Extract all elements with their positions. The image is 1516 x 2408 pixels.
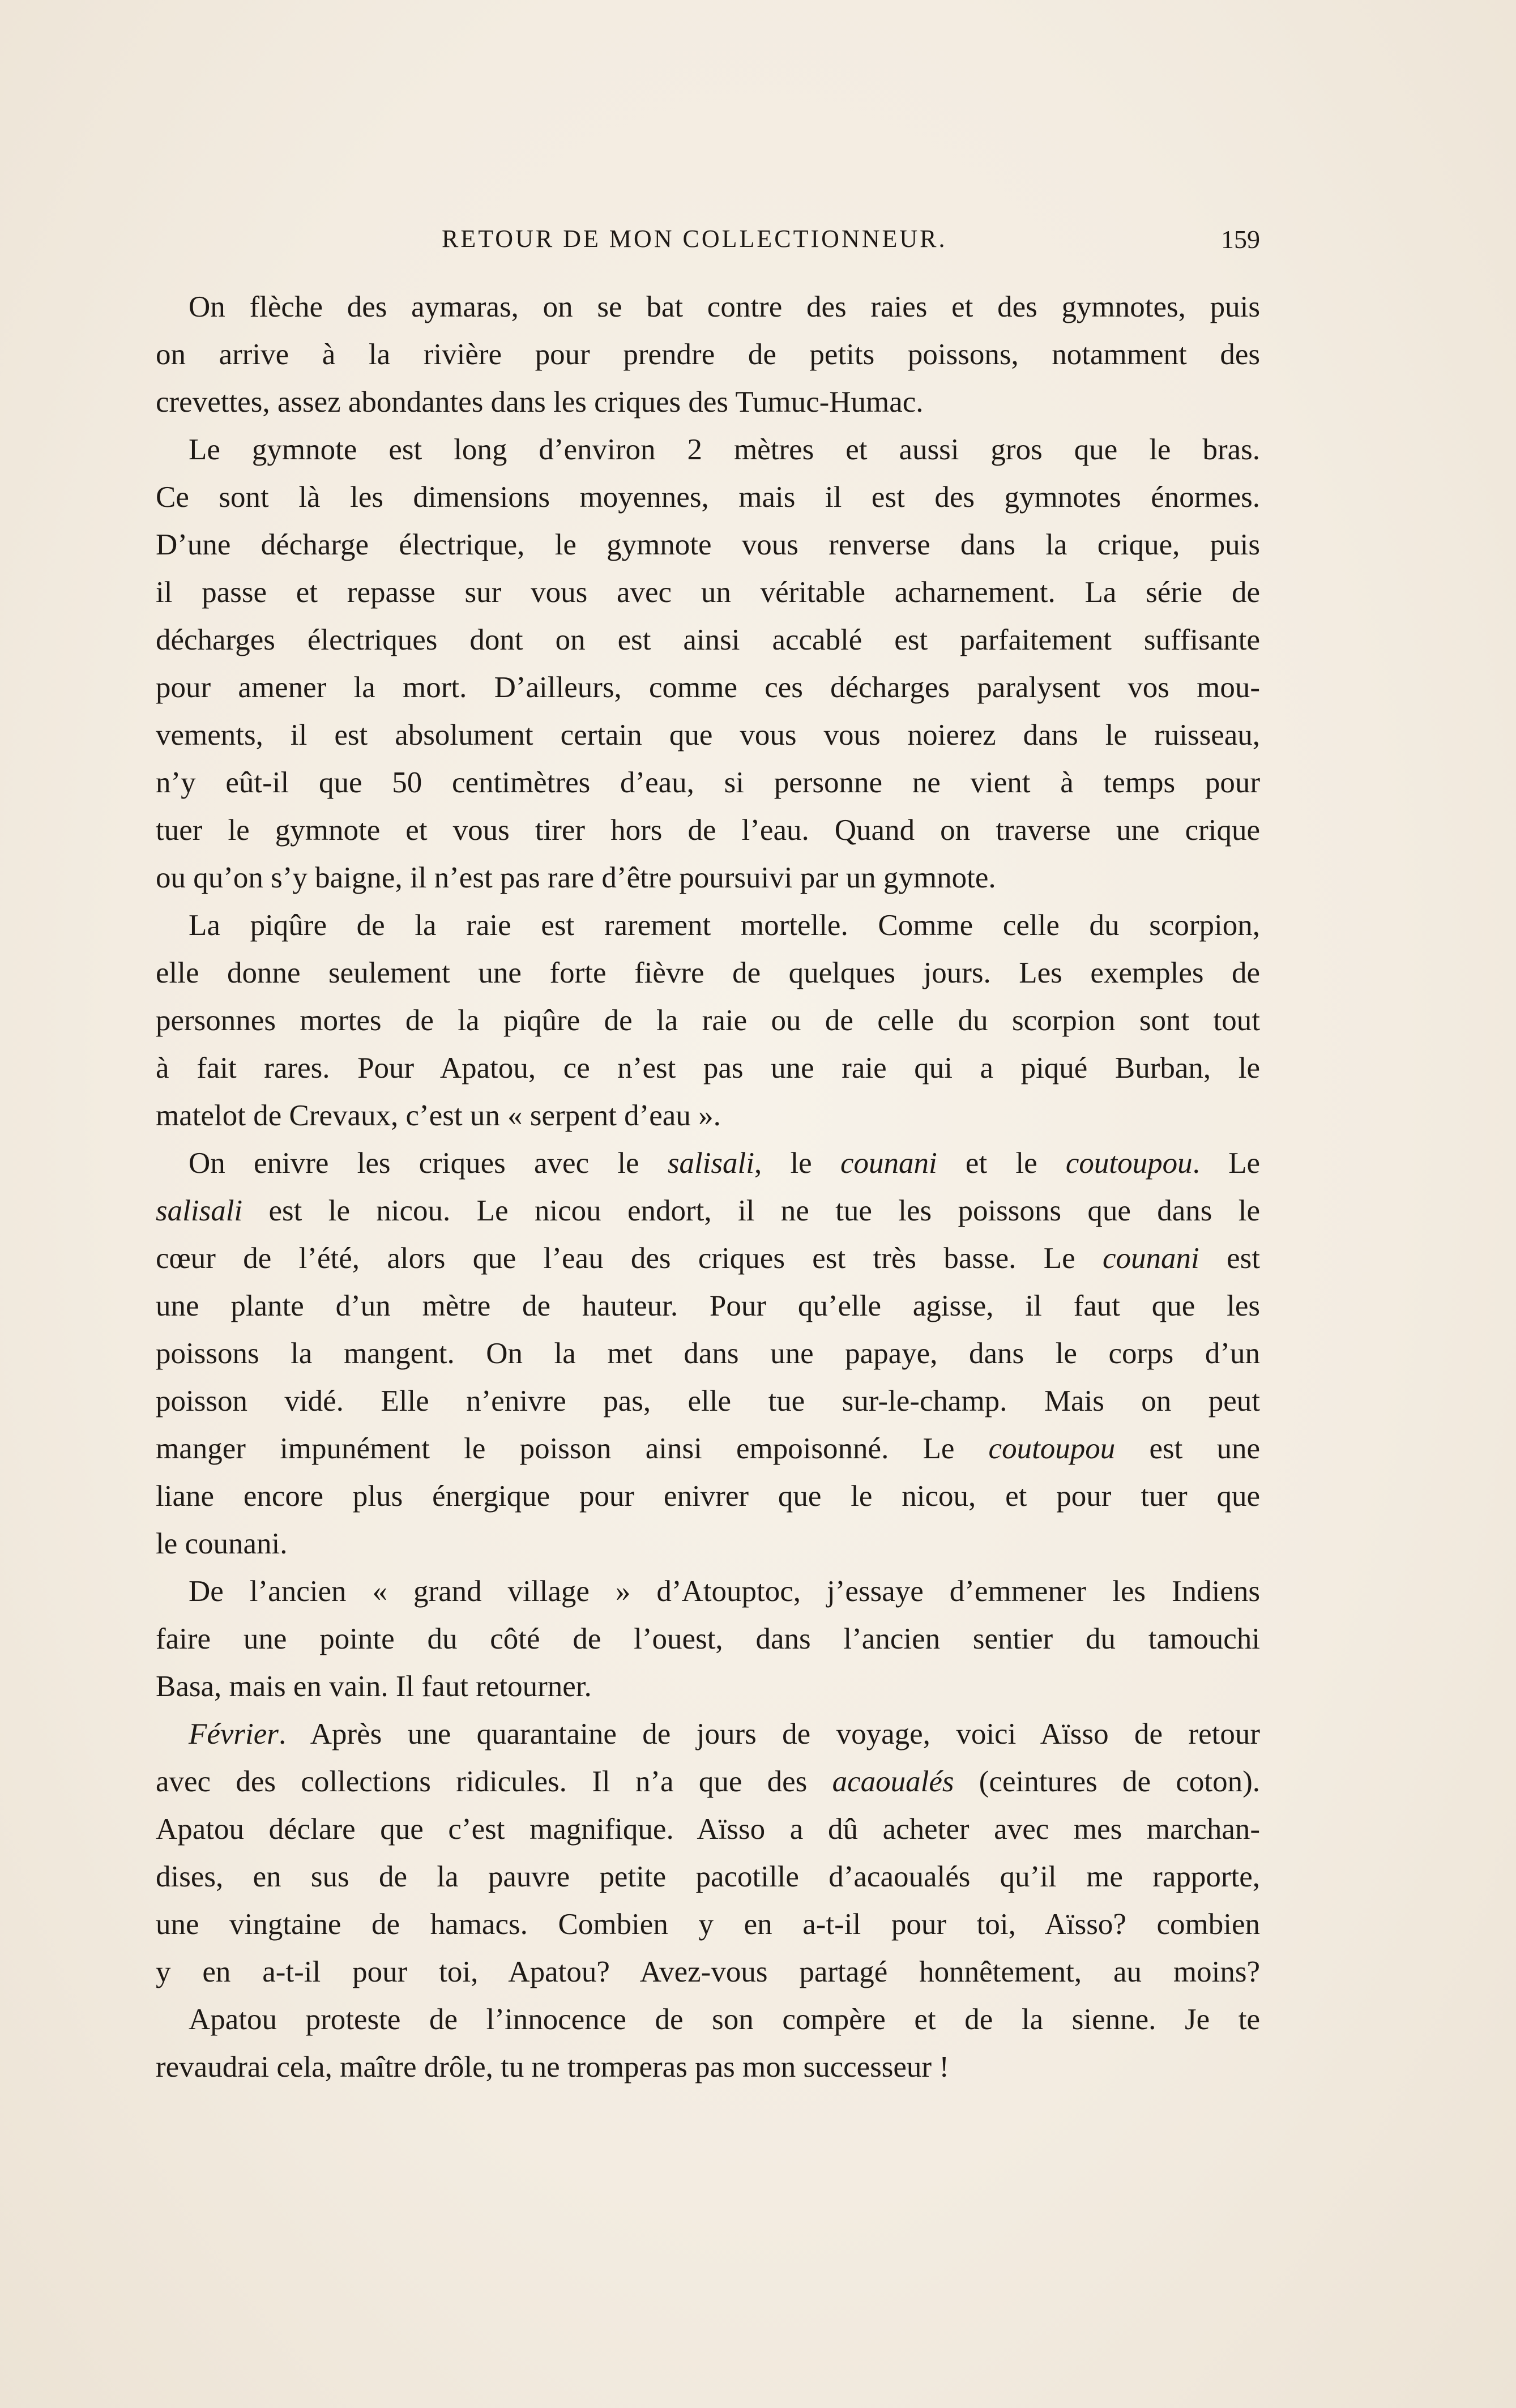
text-line: On flèche des aymaras, on se bat contre des raies et des gymnotes, puis <box>189 291 1260 323</box>
text-line: on arrive à la rivière pour prendre de petits poissons, notamment des <box>156 338 1260 371</box>
text-line: Le gymnote est long d’environ 2 mètres et aussi gros que le bras. <box>189 433 1260 466</box>
italic-term: counani <box>1103 1242 1199 1275</box>
italic-term: coutoupou <box>988 1432 1116 1465</box>
italic-term: Février <box>189 1718 279 1751</box>
text-line: manger impunément le poisson ainsi empoisonné. Le coutoupou est une <box>156 1432 1261 1465</box>
italic-term: acaoualés <box>832 1765 954 1798</box>
page-header <box>156 224 1260 258</box>
italic-term: coutoupou <box>1065 1147 1193 1180</box>
text-line: tuer le gymnote et vous tirer hors de l’eau. Quand on traverse une crique <box>156 814 1260 847</box>
text-line: n’y eût-il que 50 centimètres d’eau, si personne ne vient à temps pour <box>156 766 1260 799</box>
text-line: La piqûre de la raie est rarement mortelle. Comme celle du scorpion, <box>189 909 1260 942</box>
italic-term: salisali <box>667 1147 754 1180</box>
text-line: il passe et repasse sur vous avec un véritable acharnement. La série de <box>156 576 1260 609</box>
text-line: D’une décharge électrique, le gymnote vous renverse dans la crique, puis <box>156 528 1260 561</box>
text-line: une plante d’un mètre de hauteur. Pour qu’elle agisse, il faut que les <box>156 1290 1260 1322</box>
text-line: personnes mortes de la piqûre de la raie ou de celle du scorpion sont tout <box>156 1004 1260 1037</box>
text-line: liane encore plus énergique pour enivrer que le nicou, et pour tuer que <box>156 1480 1260 1513</box>
text-line: elle donne seulement une forte fièvre de quelques jours. Les exemples de <box>156 957 1260 989</box>
text-line: décharges électriques dont on est ainsi accablé est parfaitement suffisante <box>156 624 1260 656</box>
body-text <box>156 283 1260 2091</box>
page-number: 159 <box>1221 225 1260 254</box>
text-line: vements, il est absolument certain que vous vous noierez dans le ruisseau, <box>156 719 1260 752</box>
italic-term: salisali <box>156 1194 243 1227</box>
italic-term: counani <box>840 1147 937 1180</box>
text-line: Apatou déclare que c’est magnifique. Aïsso a dû acheter avec mes marchan- <box>156 1813 1260 1846</box>
text-line: faire une pointe du côté de l’ouest, dans l’ancien sentier du tamouchi <box>156 1623 1260 1655</box>
text-line: Ce sont là les dimensions moyennes, mais il est des gymnotes énormes. <box>156 481 1260 514</box>
text-line: crevettes, assez abondantes dans les criques des Tumuc-Humac. <box>156 386 924 419</box>
text-line: Basa, mais en vain. Il faut retourner. <box>156 1670 592 1703</box>
text-line: De l’ancien « grand village » d’Atouptoc, j’essaye d’emmener les Indiens <box>189 1575 1260 1608</box>
text-line: une vingtaine de hamacs. Combien y en a-t-il pour toi, Aïsso? combien <box>156 1908 1260 1941</box>
text-line: poisson vidé. Elle n’enivre pas, elle tue sur-le-champ. Mais on peut <box>156 1385 1260 1418</box>
text-line: ou qu’on s’y baigne, il n’est pas rare d’être poursuivi par un gymnote. <box>156 861 996 894</box>
text-line: avec des collections ridicules. Il n’a que des acaoualés (ceintures de coton). <box>156 1765 1260 1798</box>
text-line: revaudrai cela, maître drôle, tu ne tromperas pas mon successeur ! <box>156 2051 949 2083</box>
text-line: On enivre les criques avec le salisali, le counani et le coutoupou. Le <box>189 1147 1261 1180</box>
text-line: y en a-t-il pour toi, Apatou? Avez-vous partagé honnêtement, au moins? <box>156 1956 1260 1988</box>
text-line: cœur de l’été, alors que l’eau des criques est très basse. Le counani est <box>156 1242 1261 1275</box>
text-line: Février. Après une quarantaine de jours de voyage, voici Aïsso de retour <box>189 1718 1260 1751</box>
text-line: pour amener la mort. D’ailleurs, comme ces décharges paralysent vos mou- <box>156 671 1260 704</box>
text-line: poissons la mangent. On la met dans une papaye, dans le corps d’un <box>156 1337 1260 1370</box>
text-line: à fait rares. Pour Apatou, ce n’est pas une raie qui a piqué Burban, le <box>156 1052 1260 1085</box>
running-head: RETOUR DE MON COLLECTIONNEUR. <box>442 225 947 253</box>
text-line: le counani. <box>156 1527 288 1560</box>
text-line: dises, en sus de la pauvre petite pacotille d’acaoualés qu’il me rapporte, <box>156 1860 1260 1893</box>
text-line: Apatou proteste de l’innocence de son compère et de la sienne. Je te <box>189 2003 1260 2036</box>
text-line: salisali est le nicou. Le nicou endort, il ne tue les poissons que dans le <box>156 1194 1260 1227</box>
text-line: matelot de Crevaux, c’est un « serpent d’eau ». <box>156 1099 721 1132</box>
